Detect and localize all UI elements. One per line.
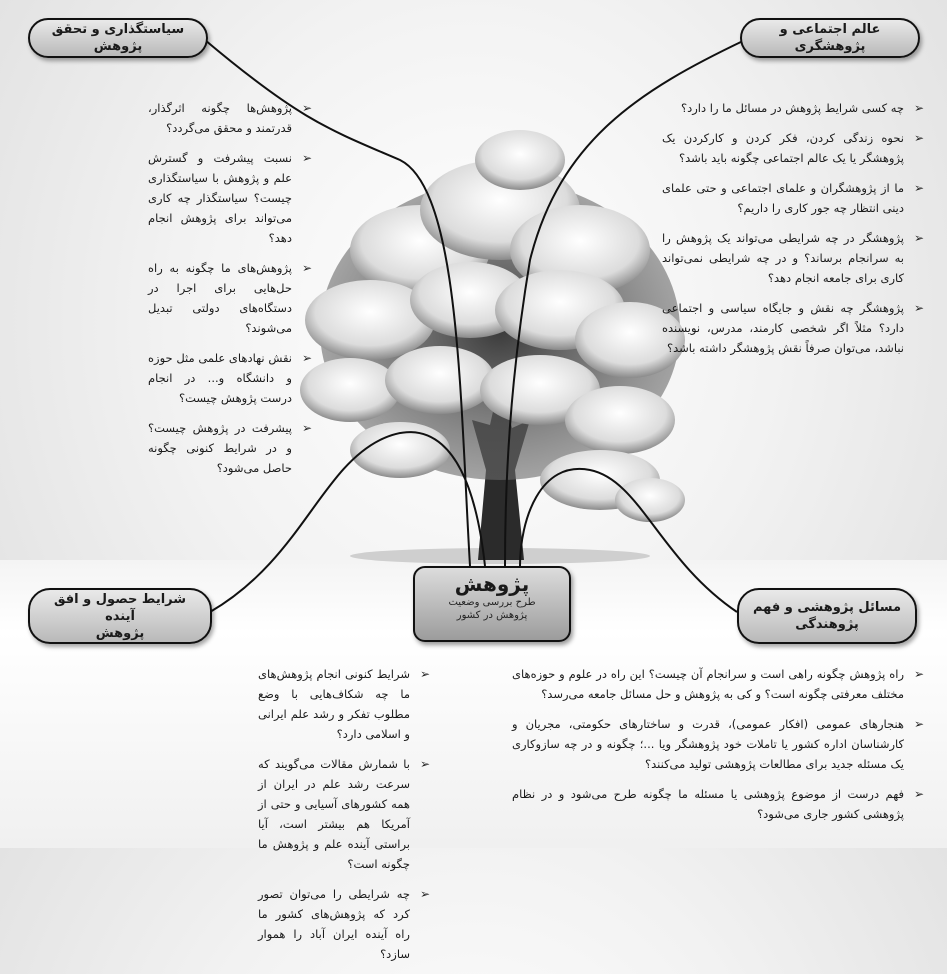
topic-title-researcher	[740, 18, 920, 58]
list-item: ➢ فهم درست از موضوع پژوهشی یا مسئله ما چگونه طرح می‌شود و در نظام پژوهشی کشور جاری می‌شود؟	[512, 784, 924, 824]
arrow-bullet-icon: ➢	[419, 887, 430, 901]
list-item: ➢ با شمارش مقالات می‌گویند که سرعت رشد علم در ایران از همه کشورهای آسیایی و حتی از آمریکا هم بیشتر است، آیا براستی آینده علم و پژوهش ما چگونه است؟	[258, 754, 430, 874]
arrow-bullet-icon: ➢	[913, 717, 924, 731]
arrow-bullet-icon: ➢	[301, 151, 312, 165]
topic-title-text: عالم اجتماعی و پژوهشگری	[779, 22, 881, 54]
list-item: ➢ نحوه زندگی کردن، فکر کردن و کارکردن یک پژوهشگر یا یک عالم اجتماعی چگونه باید باشد؟	[662, 128, 924, 168]
arrow-bullet-icon: ➢	[301, 421, 312, 435]
topic-title-future	[28, 588, 212, 644]
list-item: ➢ پژوهش‌ها چگونه اثرگذار، قدرتمند و محقق می‌گردد؟	[148, 98, 312, 138]
question-list-future	[258, 664, 430, 974]
topic-title-text-line1: شرایط حصول و افق آینده	[53, 591, 187, 624]
arrow-bullet-icon: ➢	[419, 757, 430, 771]
list-item: ➢ پژوهشگر در چه شرایطی می‌تواند یک پژوهش را به سرانجام برساند؟ و در چه شرایطی نمی‌تواند کاری برای جامعه انجام دهد؟	[662, 228, 924, 288]
center-subtitle-line1: طرح بررسی وضعیت	[448, 597, 536, 608]
list-item: ➢ چه کسی شرایط پژوهش در مسائل ما را دارد؟	[662, 98, 924, 118]
list-item: ➢ نسبت پیشرفت و گسترش علم و پژوهش با سیاستگذاری چیست؟ سیاستگذار چه کاری می‌تواند برای پژوهش انجام دهد؟	[148, 148, 312, 248]
arrow-bullet-icon: ➢	[913, 101, 924, 115]
question-list-policy	[148, 98, 312, 488]
question-list-researcher	[662, 98, 924, 368]
topic-title-text-line2: پژوهش	[95, 625, 145, 641]
arrow-bullet-icon: ➢	[913, 301, 924, 315]
arrow-bullet-icon: ➢	[301, 261, 312, 275]
arrow-bullet-icon: ➢	[913, 181, 924, 195]
topic-title-text-line2: پژوهندگی	[795, 617, 859, 632]
arrow-bullet-icon: ➢	[419, 667, 430, 681]
list-item: ➢ پژوهش‌های ما چگونه به راه حل‌هایی برای اجرا در دستگاه‌های دولتی تبدیل می‌شوند؟	[148, 258, 312, 338]
arrow-bullet-icon: ➢	[301, 101, 312, 115]
center-title: پژوهش	[454, 572, 530, 596]
center-subtitle-line2: پژوهش در کشور	[456, 610, 528, 621]
list-item: ➢ نقش نهادهای علمی مثل حوزه و دانشگاه و... در انجام درست پژوهش چیست؟	[148, 348, 312, 408]
tree-canopy	[300, 130, 685, 522]
arrow-bullet-icon: ➢	[301, 351, 312, 365]
list-item: ➢ ما از پژوهشگران و علمای اجتماعی و حتی علمای دینی انتظار چه جور کاری را داریم؟	[662, 178, 924, 218]
topic-title-research-issues	[737, 588, 917, 644]
list-item: ➢ پیشرفت در پژوهش چیست؟ و در شرایط کنونی چگونه حاصل می‌شود؟	[148, 418, 312, 478]
topic-title-text-line1: مسائل پژوهشی و فهم	[752, 600, 902, 615]
list-item: ➢ هنجارهای عمومی (افکار عمومی)، قدرت و ساختارهای حکومتی، مجریان و کارشناسان اداره کشور یا تاملات خود پژوهشگر ویا ...؛ چگونه و در چه سازوکاری یک مسئله جدید برای مطالعات پژوهشی تولید می‌کنند؟	[512, 714, 924, 774]
topic-title-text: سیاستگذاری و تحقق پژوهش	[51, 22, 185, 54]
list-item: ➢ پژوهشگر چه نقش و جایگاه سیاسی و اجتماعی دارد؟ مثلاً اگر شخصی کارمند، مدرس، نویسنده نباشد، می‌توان صرفاً نقش پژوهشگر داشته باشد؟	[662, 298, 924, 358]
arrow-bullet-icon: ➢	[913, 131, 924, 145]
list-item: ➢ چه شرایطی را می‌توان تصور کرد که پژوهش‌های کشور ما راه آینده ایران آباد را هموار سازد؟	[258, 884, 430, 964]
arrow-bullet-icon: ➢	[913, 787, 924, 801]
arrow-bullet-icon: ➢	[913, 667, 924, 681]
question-list-research-issues	[512, 664, 924, 834]
topic-title-policy	[28, 18, 208, 58]
list-item: ➢ راه پژوهش چگونه راهی است و سرانجام آن چیست؟ این راه در علوم و حوزه‌های مختلف معرفتی چگونه است؟ و کی به پژوهش و حل مسائل جامعه می‌رسد؟	[512, 664, 924, 704]
arrow-bullet-icon: ➢	[913, 231, 924, 245]
center-topic-box	[413, 566, 571, 642]
list-item: ➢ شرایط کنونی انجام پژوهش‌های ما چه شکاف‌هایی با وضع مطلوب تفکر و رشد علم ایرانی و اسلامی دارد؟	[258, 664, 430, 744]
